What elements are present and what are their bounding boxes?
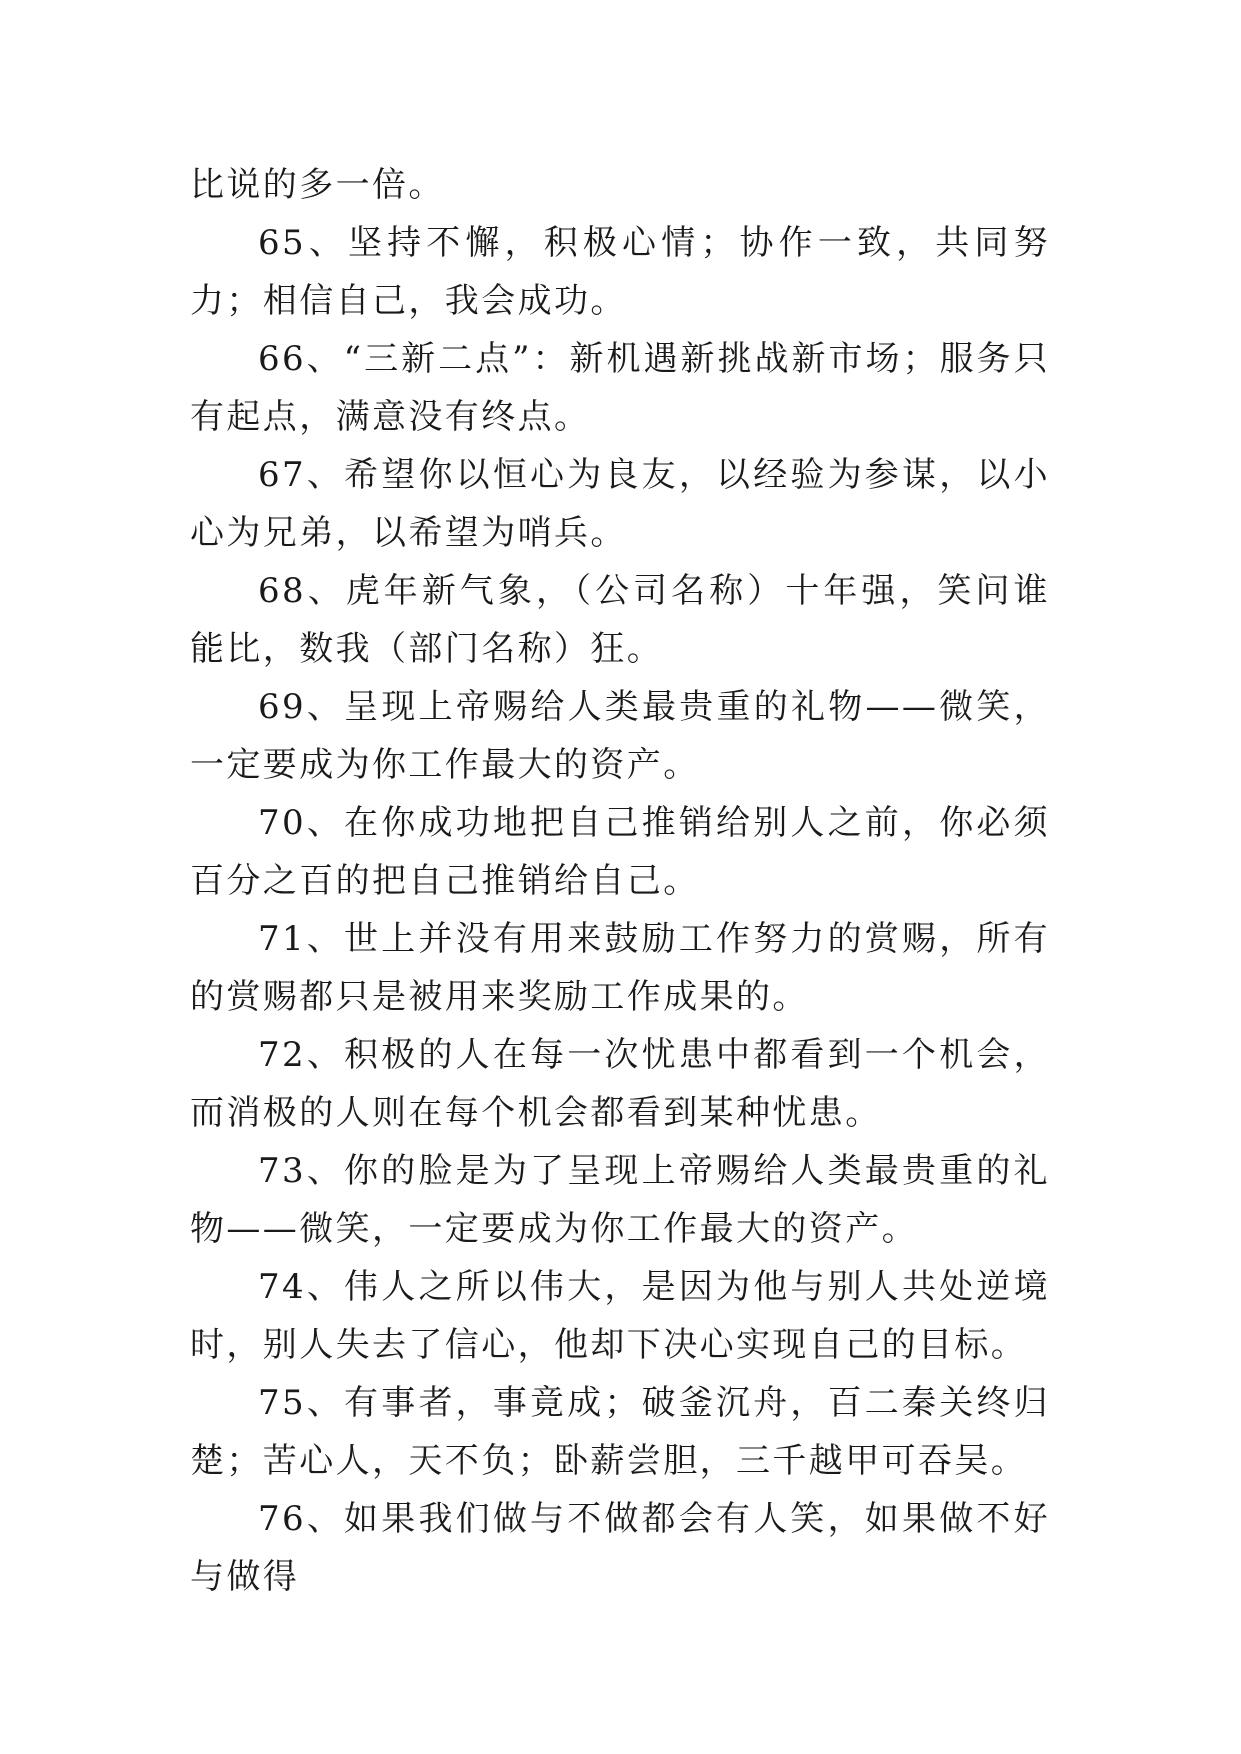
paragraph-70: 70、在你成功地把自己推销给别人之前，你必须百分之百的把自己推销给自己。 [190, 803, 1050, 901]
paragraph-continuation: 比说的多一倍。 [190, 165, 445, 205]
paragraph-68: 68、虎年新气象，（公司名称）十年强，笑问谁能比，数我（部门名称）狂。 [190, 571, 1050, 669]
document-body [190, 156, 1050, 1606]
paragraph-71: 71、世上并没有用来鼓励工作努力的赏赐，所有的赏赐都只是被用来奖励工作成果的。 [190, 919, 1050, 1017]
paragraph-73: 73、你的脸是为了呈现上帝赐给人类最贵重的礼物——微笑，一定要成为你工作最大的资产。 [190, 1151, 1050, 1249]
paragraph-76: 76、如果我们做与不做都会有人笑，如果做不好与做得 [190, 1499, 1050, 1597]
paragraph-75: 75、有事者，事竟成；破釜沉舟，百二秦关终归楚；苦心人，天不负；卧薪尝胆，三千越甲可吞吴。 [190, 1383, 1050, 1481]
paragraph-66: 66、“三新二点”：新机遇新挑战新市场；服务只有起点，满意没有终点。 [190, 339, 1050, 437]
paragraph-72: 72、积极的人在每一次忧患中都看到一个机会，而消极的人则在每个机会都看到某种忧患。 [190, 1035, 1050, 1133]
paragraph-65: 65、坚持不懈，积极心情；协作一致，共同努力；相信自己，我会成功。 [190, 223, 1050, 321]
paragraph-67: 67、希望你以恒心为良友，以经验为参谋，以小心为兄弟，以希望为哨兵。 [190, 455, 1050, 553]
paragraph-69: 69、呈现上帝赐给人类最贵重的礼物——微笑，一定要成为你工作最大的资产。 [190, 687, 1050, 785]
paragraph-74: 74、伟人之所以伟大，是因为他与别人共处逆境时，别人失去了信心，他却下决心实现自己的目标。 [190, 1267, 1050, 1365]
